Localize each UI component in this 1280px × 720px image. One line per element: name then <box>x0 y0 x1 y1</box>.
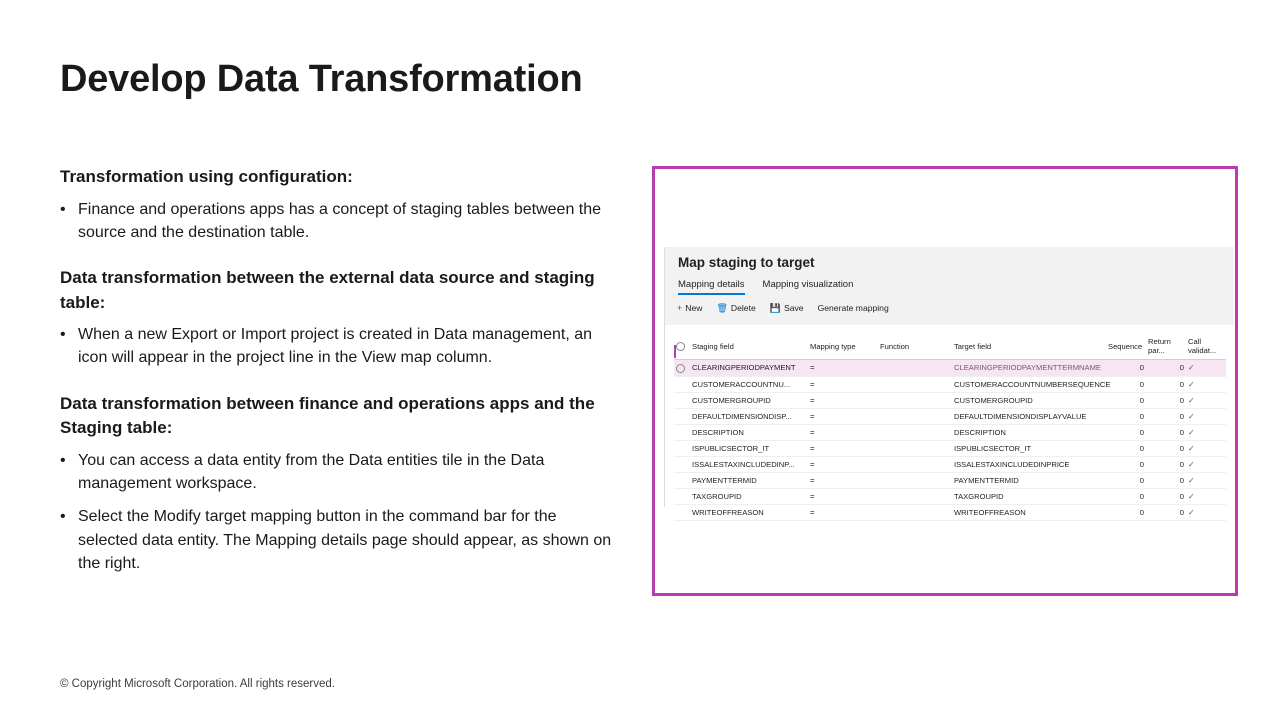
table-row[interactable] <box>674 488 1226 504</box>
select-all-cell[interactable] <box>674 335 690 360</box>
bullet-dot-icon: • <box>60 508 66 526</box>
table-row[interactable] <box>674 376 1226 392</box>
cell-sequence: 0 <box>1106 424 1146 440</box>
save-button[interactable] <box>770 303 804 313</box>
cell-function <box>878 456 952 472</box>
cell-mapping-type: = <box>808 440 878 456</box>
bullet-text: Finance and operations apps has a concept of staging tables between the source and the destination table. <box>78 200 602 241</box>
cell-call-validate: ✓ <box>1186 504 1226 520</box>
cell-staging-field: CUSTOMERGROUPID <box>690 392 808 408</box>
tab-mapping-details[interactable]: Mapping details <box>678 279 745 295</box>
list-item <box>60 449 620 495</box>
cell-function <box>878 504 952 520</box>
row-select-cell[interactable] <box>674 408 690 424</box>
cell-mapping-type: = <box>808 424 878 440</box>
save-button-label: Save <box>783 303 804 313</box>
cell-sequence: 0 <box>1106 488 1146 504</box>
row-select-cell[interactable] <box>674 424 690 440</box>
cell-function <box>878 440 952 456</box>
cell-sequence: 0 <box>1106 360 1146 377</box>
cell-staging-field: DEFAULTDIMENSIONDISP... <box>690 408 808 424</box>
cell-return-par: 0 <box>1146 504 1186 520</box>
cell-call-validate: ✓ <box>1186 424 1226 440</box>
cell-return-par: 0 <box>1146 472 1186 488</box>
cell-call-validate: ✓ <box>1186 472 1226 488</box>
trash-icon: 🗑 <box>716 302 728 313</box>
bullet-dot-icon: • <box>60 326 66 344</box>
cell-call-validate: ✓ <box>1186 392 1226 408</box>
mapping-table <box>674 335 1226 521</box>
cell-return-par: 0 <box>1146 360 1186 377</box>
cell-function <box>878 472 952 488</box>
bullet-text: You can access a data entity from the Data entities tile in the Data management workspace. <box>78 451 545 493</box>
cell-staging-field: PAYMENTTERMID <box>690 472 808 488</box>
col-sequence[interactable]: Sequence <box>1106 335 1146 360</box>
table-row[interactable] <box>674 472 1226 488</box>
section-heading-3: Data transformation between finance and operations apps and the Staging table: <box>60 393 595 438</box>
cell-function <box>878 360 952 377</box>
table-row[interactable] <box>674 392 1226 408</box>
table-row[interactable] <box>674 408 1226 424</box>
table-row[interactable] <box>674 360 1226 377</box>
col-call-validate[interactable]: Call validat... <box>1186 335 1226 360</box>
cell-sequence: 0 <box>1106 440 1146 456</box>
section-heading-2: Data transformation between the external data source and staging table: <box>60 268 595 312</box>
cell-mapping-type: = <box>808 456 878 472</box>
list-item <box>60 323 620 369</box>
cell-staging-field: ISSALESTAXINCLUDEDINP... <box>690 456 808 472</box>
table-row[interactable] <box>674 456 1226 472</box>
cell-call-validate: ✓ <box>1186 376 1226 392</box>
screenshot-title: Map staging to target <box>678 255 815 270</box>
col-mapping-type[interactable]: Mapping type <box>808 335 878 360</box>
cell-mapping-type: = <box>808 488 878 504</box>
cell-target-field: DESCRIPTION <box>952 424 1106 440</box>
slide-body <box>60 165 620 585</box>
cell-mapping-type: = <box>808 376 878 392</box>
cell-call-validate: ✓ <box>1186 488 1226 504</box>
cell-return-par: 0 <box>1146 376 1186 392</box>
radio-icon <box>676 342 685 351</box>
cell-function <box>878 408 952 424</box>
cell-target-field: PAYMENTTERMID <box>952 472 1106 488</box>
cell-target-field: ISSALESTAXINCLUDEDINPRICE <box>952 456 1106 472</box>
save-icon: 💾 <box>769 302 781 313</box>
screenshot-left-rule <box>664 247 665 507</box>
cell-mapping-type: = <box>808 360 878 377</box>
cell-staging-field: DESCRIPTION <box>690 424 808 440</box>
cell-sequence: 0 <box>1106 392 1146 408</box>
mapping-details-screenshot <box>664 247 1234 517</box>
cell-target-field: CLEARINGPERIODPAYMENTTERMNAME <box>952 360 1106 377</box>
cell-staging-field: CUSTOMERACCOUNTNU... <box>690 376 808 392</box>
screenshot-panel <box>652 166 1238 596</box>
cell-call-validate: ✓ <box>1186 408 1226 424</box>
col-function[interactable]: Function <box>878 335 952 360</box>
cell-target-field: CUSTOMERACCOUNTNUMBERSEQUENCE <box>952 376 1106 392</box>
row-select-cell[interactable] <box>674 392 690 408</box>
table-header-row <box>674 335 1226 360</box>
table-row[interactable] <box>674 504 1226 520</box>
cell-function <box>878 424 952 440</box>
cell-function <box>878 376 952 392</box>
radio-icon <box>676 364 685 373</box>
command-bar <box>677 303 889 313</box>
cell-sequence: 0 <box>1106 472 1146 488</box>
row-select-cell[interactable] <box>674 440 690 456</box>
cell-target-field: TAXGROUPID <box>952 488 1106 504</box>
cell-mapping-type: = <box>808 504 878 520</box>
bullet-text: Select the Modify target mapping button in the command bar for the selected data entity. The Mapping details page should appear, as shown on the right. <box>78 508 612 572</box>
cell-sequence: 0 <box>1106 504 1146 520</box>
cell-sequence: 0 <box>1106 408 1146 424</box>
list-item <box>60 505 620 575</box>
cell-target-field: WRITEOFFREASON <box>952 504 1106 520</box>
cell-function <box>878 392 952 408</box>
bullet-text: When a new Export or Import project is created in Data management, an icon will appear in the project line in the View map column. <box>78 326 593 367</box>
plus-icon: + <box>677 302 683 313</box>
delete-button-label: Delete <box>730 303 756 313</box>
generate-mapping-button[interactable] <box>818 303 889 313</box>
new-button-label: New <box>685 303 703 313</box>
cell-sequence: 0 <box>1106 376 1146 392</box>
row-select-cell[interactable] <box>674 456 690 472</box>
cell-mapping-type: = <box>808 472 878 488</box>
page-title: Develop Data Transformation <box>60 58 583 100</box>
new-button[interactable] <box>677 303 702 313</box>
row-select-cell[interactable] <box>674 488 690 504</box>
screenshot-tabs <box>678 279 853 295</box>
cell-call-validate: ✓ <box>1186 456 1226 472</box>
cell-staging-field: WRITEOFFREASON <box>690 504 808 520</box>
cell-return-par: 0 <box>1146 408 1186 424</box>
cell-return-par: 0 <box>1146 424 1186 440</box>
copyright-notice: © Copyright Microsoft Corporation. All rights reserved. <box>60 678 335 690</box>
cell-return-par: 0 <box>1146 392 1186 408</box>
list-item <box>60 198 620 244</box>
cell-staging-field: ISPUBLICSECTOR_IT <box>690 440 808 456</box>
row-select-cell[interactable] <box>674 504 690 520</box>
cell-function <box>878 488 952 504</box>
cell-mapping-type: = <box>808 392 878 408</box>
cell-return-par: 0 <box>1146 488 1186 504</box>
cell-call-validate: ✓ <box>1186 440 1226 456</box>
col-staging-field[interactable]: Staging field <box>690 335 808 360</box>
delete-button[interactable] <box>716 303 755 313</box>
cell-mapping-type: = <box>808 408 878 424</box>
table-row[interactable] <box>674 440 1226 456</box>
cell-return-par: 0 <box>1146 440 1186 456</box>
cell-staging-field: CLEARINGPERIODPAYMENT <box>690 360 808 377</box>
row-select-cell[interactable] <box>674 360 690 377</box>
cell-staging-field: TAXGROUPID <box>690 488 808 504</box>
bullet-dot-icon: • <box>60 200 66 218</box>
cell-call-validate: ✓ <box>1186 360 1226 377</box>
tab-mapping-visualization[interactable]: Mapping visualization <box>762 279 854 290</box>
bullet-dot-icon: • <box>60 451 66 469</box>
row-select-cell[interactable] <box>674 376 690 392</box>
section-heading-1: Transformation using configuration: <box>60 167 353 186</box>
cell-target-field: ISPUBLICSECTOR_IT <box>952 440 1106 456</box>
cell-return-par: 0 <box>1146 456 1186 472</box>
row-select-cell[interactable] <box>674 472 690 488</box>
table-row[interactable] <box>674 424 1226 440</box>
cell-sequence: 0 <box>1106 456 1146 472</box>
generate-mapping-label: Generate mapping <box>817 303 889 313</box>
cell-target-field: DEFAULTDIMENSIONDISPLAYVALUE <box>952 408 1106 424</box>
col-target-field[interactable]: Target field <box>952 335 1106 360</box>
col-return-par[interactable]: Return par... <box>1146 335 1186 360</box>
cell-target-field: CUSTOMERGROUPID <box>952 392 1106 408</box>
